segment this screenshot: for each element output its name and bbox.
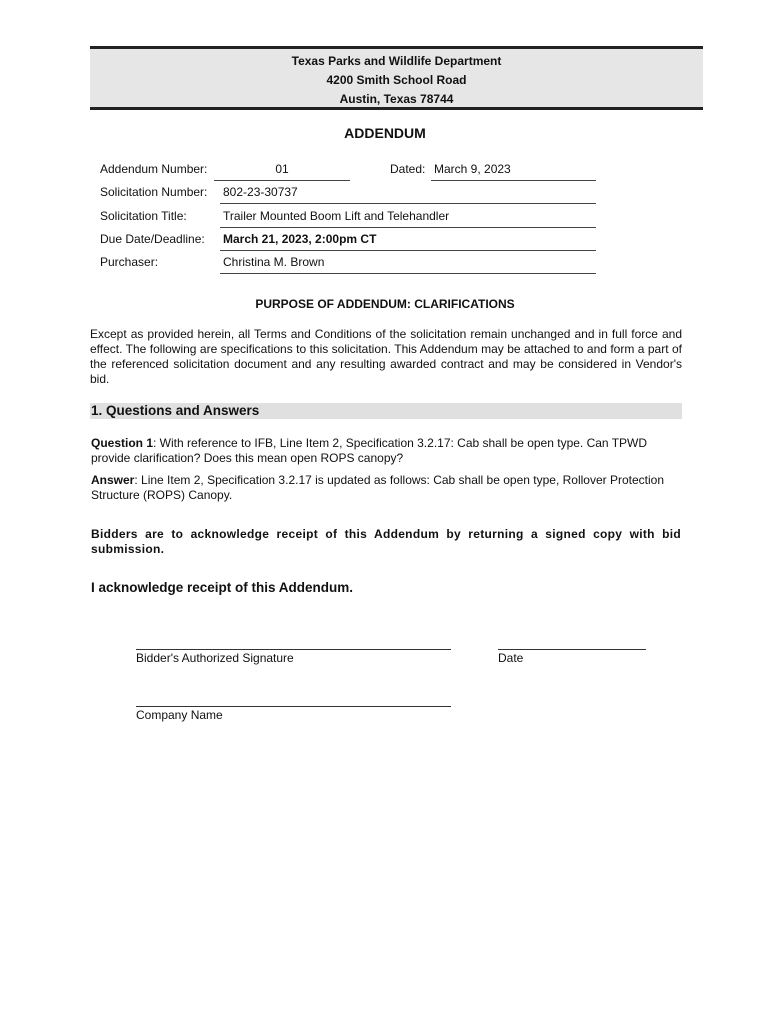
agency-name: Texas Parks and Wildlife Department [291,54,502,68]
question-text: : With reference to IFB, Line Item 2, Specification 3.2.17: Cab shall be open type. Can TPWD provide clarification? Does this mean open ROPS canopy? [91,436,648,465]
document-title: ADDENDUM [344,125,426,141]
answer-1 [91,473,681,503]
dated-label: Dated: [390,162,426,176]
addendum-number-value: 01 [275,162,289,176]
purchaser-value: Christina M. Brown [223,255,325,269]
purchaser-label: Purchaser: [100,255,159,269]
intro-paragraph: Except as provided herein, all Terms and Conditions of the solicitation remain unchanged and in full force and effect. The following are specifications to this solicitation. This Addendum may be attached to and form a part of the referenced solicitation document and any resulting awarded contract and may be considered in Vendor's bid. [90,327,682,386]
agency-street: 4200 Smith School Road [326,73,467,87]
solicitation-number-label: Solicitation Number: [100,185,208,199]
date-label: Date [498,651,524,665]
solicitation-number-underline [220,203,596,204]
due-date-label: Due Date/Deadline: [100,232,205,246]
dated-value: March 9, 2023 [434,162,511,176]
letterhead [90,46,703,110]
addendum-number-underline [214,180,350,181]
company-line[interactable] [136,706,451,707]
signature-line[interactable] [136,649,451,650]
purchaser-underline [220,273,596,274]
solicitation-title-label: Solicitation Title: [100,209,187,223]
question-1 [91,436,681,466]
answer-label: Answer [91,473,135,487]
addendum-number-label: Addendum Number: [100,162,208,176]
date-line[interactable] [498,649,646,650]
due-date-underline [220,250,596,251]
acknowledgement-statement: I acknowledge receipt of this Addendum. [91,580,354,595]
company-label: Company Name [136,708,223,722]
section-title: 1. Questions and Answers [91,403,260,418]
signature-label: Bidder's Authorized Signature [136,651,294,665]
bidder-note: Bidders are to acknowledge receipt of this Addendum by returning a signed copy with bid submission. [91,527,681,556]
dated-underline [431,180,596,181]
due-date-value: March 21, 2023, 2:00pm CT [223,232,377,246]
answer-text: : Line Item 2, Specification 3.2.17 is updated as follows: Cab shall be open type, Rollover Protection Structure (ROPS) Canopy. [91,473,664,502]
agency-city: Austin, Texas 78744 [339,92,454,106]
purpose-heading: PURPOSE OF ADDENDUM: CLARIFICATIONS [255,297,515,311]
question-label: Question 1 [91,436,154,450]
solicitation-title-underline [220,227,596,228]
solicitation-number-value: 802-23-30737 [223,185,298,199]
solicitation-title-value: Trailer Mounted Boom Lift and Telehandler [223,209,450,223]
